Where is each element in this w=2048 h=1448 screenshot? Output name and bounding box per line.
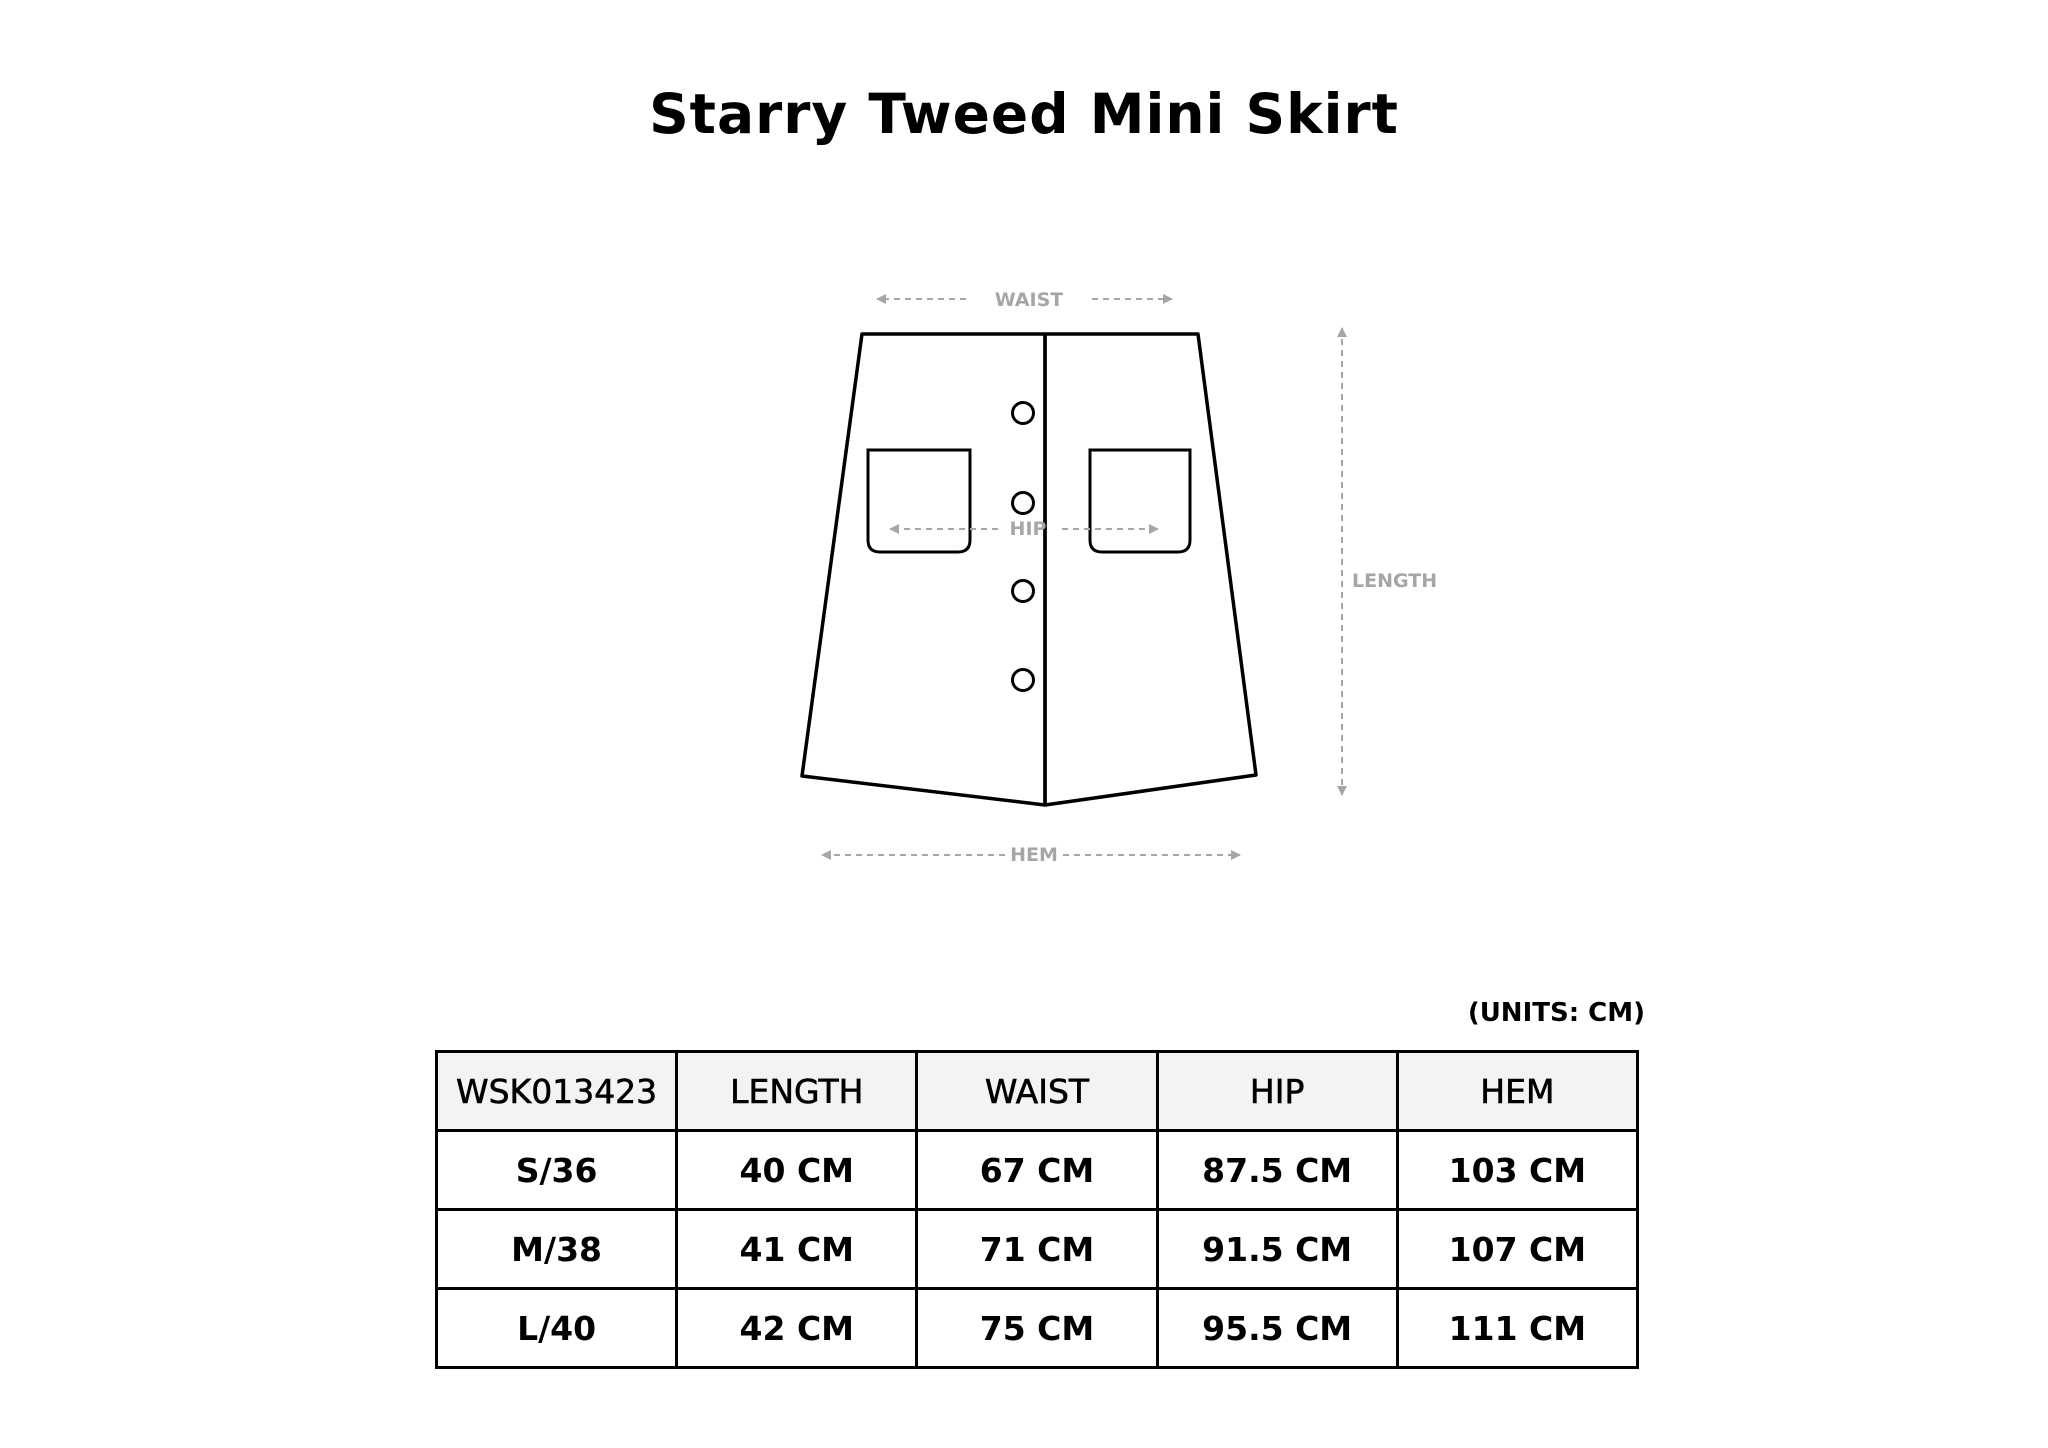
length-cell: 40 CM <box>677 1131 917 1210</box>
size-cell: L/40 <box>437 1289 677 1368</box>
length-label: LENGTH <box>1352 570 1438 592</box>
length-cell: 41 CM <box>677 1210 917 1289</box>
hip-cell: 87.5 CM <box>1157 1131 1397 1210</box>
button-3 <box>1013 581 1034 602</box>
length-cell: 42 CM <box>677 1289 917 1368</box>
waist-cell: 71 CM <box>917 1210 1157 1289</box>
hem-cell: 107 CM <box>1397 1210 1637 1289</box>
header-waist: WAIST <box>917 1052 1157 1131</box>
hem-label: HEM <box>1010 844 1058 866</box>
header-product-code: WSK013423 <box>437 1052 677 1131</box>
hem-cell: 103 CM <box>1397 1131 1637 1210</box>
table-row <box>437 1210 1638 1289</box>
button-1 <box>1013 403 1034 424</box>
size-chart-table <box>435 1050 1639 1369</box>
page-title: Starry Tweed Mini Skirt <box>649 82 1399 146</box>
right-pocket <box>1090 450 1190 552</box>
size-cell: S/36 <box>437 1131 677 1210</box>
waist-label: WAIST <box>994 289 1064 311</box>
table-row <box>437 1289 1638 1368</box>
header-hem: HEM <box>1397 1052 1637 1131</box>
waist-cell: 67 CM <box>917 1131 1157 1210</box>
left-pocket <box>868 450 970 552</box>
hip-cell: 91.5 CM <box>1157 1210 1397 1289</box>
waist-cell: 75 CM <box>917 1289 1157 1368</box>
hip-label: HIP <box>1009 518 1047 540</box>
button-4 <box>1013 670 1034 691</box>
button-2 <box>1013 493 1034 514</box>
header-hip: HIP <box>1157 1052 1397 1131</box>
table-header-row <box>437 1052 1638 1131</box>
hip-cell: 95.5 CM <box>1157 1289 1397 1368</box>
table-row <box>437 1131 1638 1210</box>
size-cell: M/38 <box>437 1210 677 1289</box>
header-length: LENGTH <box>677 1052 917 1131</box>
units-note: (UNITS: CM) <box>1467 998 1645 1028</box>
hem-cell: 111 CM <box>1397 1289 1637 1368</box>
